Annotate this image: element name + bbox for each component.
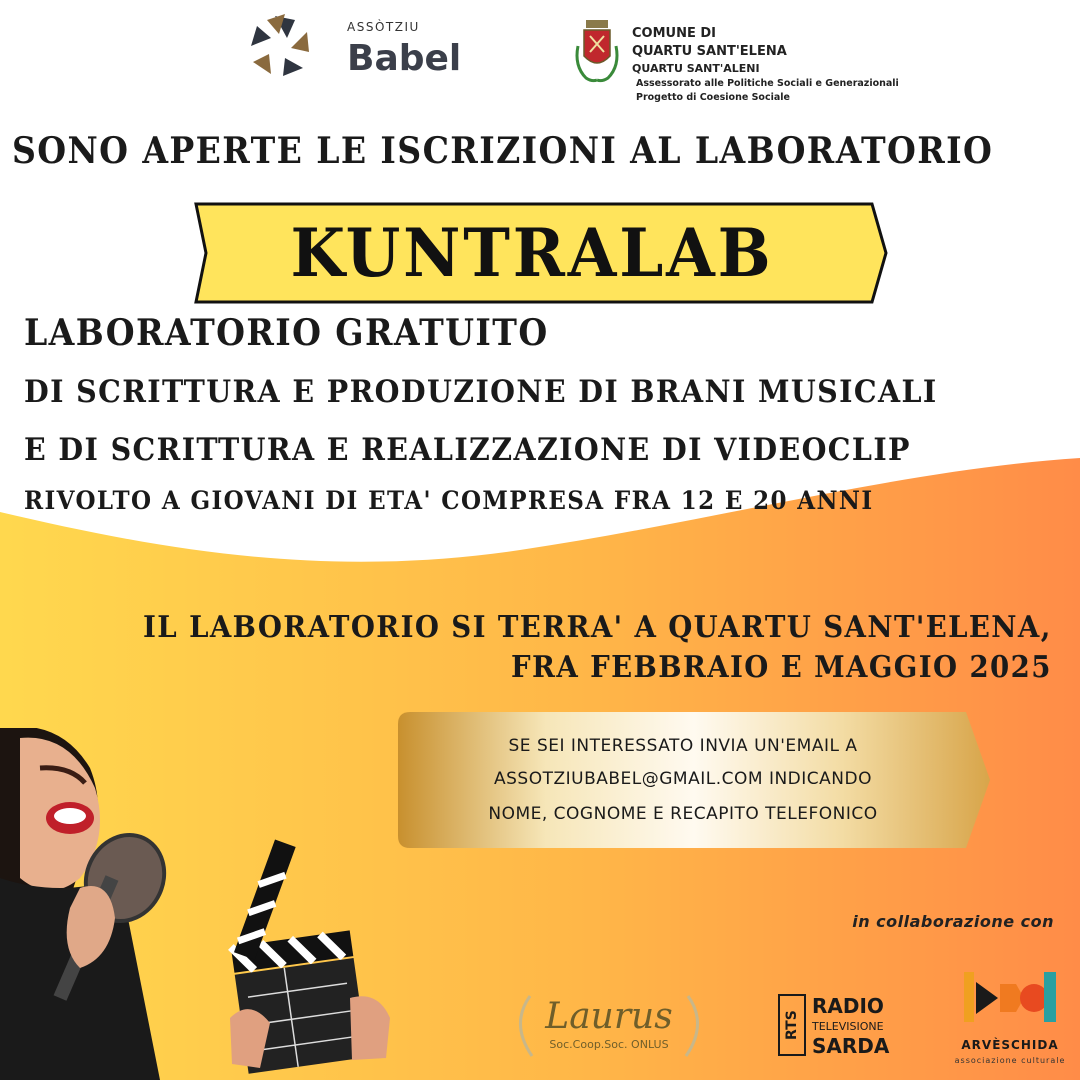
- comune-assessorato: Assessorato alle Politiche Sociali e Generazionali: [636, 78, 899, 89]
- collaboration-label: in collaborazione con: [852, 912, 1054, 931]
- contact-box: [398, 712, 990, 848]
- babel-small-label: ASSÒTZIU: [347, 20, 420, 34]
- workshop-title: KUNTRALAB: [290, 214, 774, 292]
- arveschida-subtitle: associazione culturale: [954, 1056, 1066, 1065]
- comune-line-3: QUARTU SANT'ALENI: [632, 62, 760, 75]
- rts-line-2: TELEVISIONE: [812, 1020, 884, 1033]
- arveschida-logo: [952, 968, 1068, 1072]
- description-line-2: E DI SCRITTURA E REALIZZAZIONE DI VIDEOCLIP: [24, 432, 911, 468]
- free-workshop-label: LABORATORIO GRATUITO: [24, 312, 549, 354]
- laurus-subtitle: Soc.Coop.Soc. ONLUS: [549, 1038, 669, 1051]
- comune-line-1: COMUNE DI: [632, 26, 716, 41]
- headline: SONO APERTE LE ISCRIZIONI AL LABORATORIO: [12, 130, 994, 172]
- rts-mark: [778, 994, 806, 1056]
- laurus-name: Laurus: [545, 996, 673, 1037]
- arveschida-mark-icon: [964, 968, 1056, 1028]
- city-crest-icon: [572, 16, 622, 88]
- singer-microphone-clapperboard-image: [0, 728, 420, 1080]
- rts-mark-text: RTS: [784, 1010, 800, 1040]
- laurus-logo: [506, 988, 712, 1064]
- babel-aperture-icon: [245, 10, 317, 82]
- arveschida-name: ARVÈSCHIDA: [961, 1038, 1059, 1052]
- babel-logo: [245, 8, 475, 88]
- comune-progetto: Progetto di Coesione Sociale: [636, 92, 790, 103]
- comune-line-2: QUARTU SANT'ELENA: [632, 44, 787, 59]
- location-line: IL LABORATORIO SI TERRA' A QUARTU SANT'ELENA,: [143, 610, 1052, 645]
- rts-logo: [778, 994, 918, 1064]
- contact-line-3: NOME, COGNOME E RECAPITO TELEFONICO: [488, 804, 878, 824]
- contact-line-1: SE SEI INTERESSATO INVIA UN'EMAIL A: [508, 736, 858, 756]
- rts-line-1: RADIO: [812, 994, 884, 1018]
- comune-logo: [572, 16, 899, 116]
- age-range-line: RIVOLTO A GIOVANI DI ETA' COMPRESA FRA 12 E 20 ANNI: [24, 486, 874, 515]
- dates-line: FRA FEBBRAIO E MAGGIO 2025: [511, 650, 1052, 685]
- description-line-1: DI SCRITTURA E PRODUZIONE DI BRANI MUSICALI: [24, 374, 938, 410]
- rts-line-3: SARDA: [812, 1034, 890, 1058]
- title-banner: [192, 198, 892, 308]
- contact-email: ASSOTZIUBABEL@GMAIL.COM INDICANDO: [494, 769, 872, 789]
- babel-name: Babel: [347, 38, 462, 79]
